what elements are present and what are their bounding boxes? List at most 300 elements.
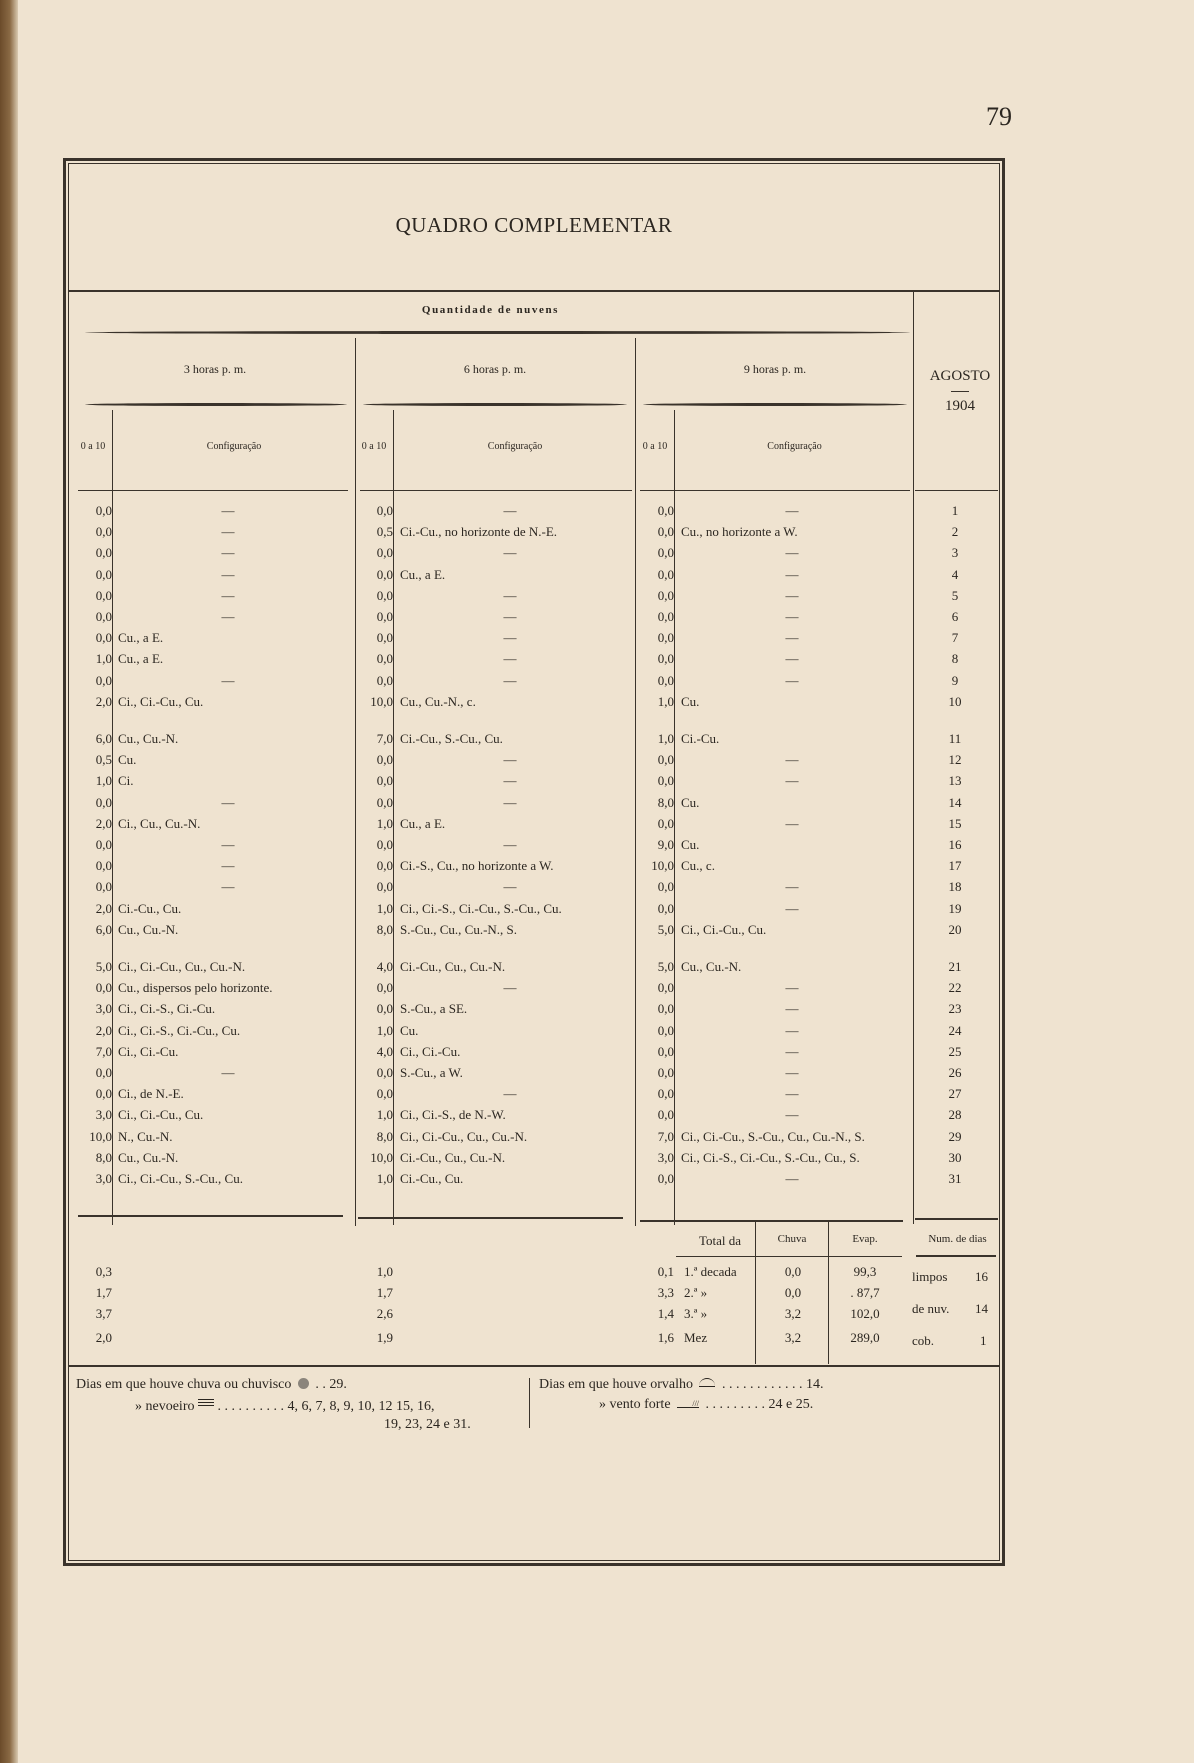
config-6h-cell: — (503, 651, 517, 667)
group-1-flourish (85, 403, 347, 406)
value-6h-cell: 0,5 (376, 524, 393, 540)
config-3h-cell: Ci., Ci.-Cu. (118, 1043, 179, 1059)
orvalho-note-days: 14. (805, 1377, 824, 1392)
value-6h-cell: 0,0 (376, 858, 393, 874)
config-9h-cell: Ci., Ci.-Cu., Cu. (681, 921, 767, 937)
config-3h-cell: — (221, 672, 235, 688)
value-6h-cell: 4,0 (376, 1043, 393, 1059)
group-3-label: 9 horas p. m. (743, 362, 807, 376)
day-number-cell: 9 (951, 672, 959, 688)
config-6h-cell: Ci.-S., Cu., no horizonte a W. (400, 858, 554, 874)
config-9h-cell: — (785, 1043, 799, 1059)
config-9h-cell: — (785, 1086, 799, 1102)
summary-col6-value: 1,0 (376, 1264, 393, 1279)
value-9h-cell: 0,0 (657, 609, 674, 624)
cob-value: 1 (980, 1333, 987, 1348)
value-9h-cell: 0,0 (657, 503, 674, 518)
config-6h-cell: Ci.-Cu., Cu., Cu.-N. (400, 959, 506, 974)
day-number-cell: 10 (948, 693, 962, 709)
value-3h-cell: 1,0 (95, 651, 112, 667)
config-3h-cell: Cu., Cu.-N. (118, 921, 179, 937)
config-9h-cell: Ci., Ci.-Cu., S.-Cu., Cu., Cu.-N., S. (681, 1128, 865, 1144)
config-3h-cell: Ci., Ci.-Cu., S.-Cu., Cu. (118, 1171, 243, 1186)
value-6h-cell: 7,0 (376, 731, 393, 746)
month-column-divider (913, 292, 914, 1224)
data-end-rule-day (915, 1218, 998, 1220)
config-3h-cell: Cu., Cu.-N. (118, 1149, 179, 1165)
config-6h-cell: — (503, 672, 517, 688)
value-3h-cell: 0,5 (95, 752, 112, 768)
config-3h-cell: Cu., dispersos pelo horizonte. (118, 980, 273, 996)
value-6h-cell: 0,0 (376, 503, 393, 518)
col-header-3h-config: Configuração (206, 441, 262, 452)
value-9h-cell: 0,0 (657, 900, 674, 916)
day-number-cell: 23 (948, 1001, 962, 1017)
value-6h-cell: 8,0 (376, 921, 393, 937)
footer-nevoeiro (135, 1397, 434, 1415)
dew-symbol-icon (699, 1378, 715, 1387)
config-6h-cell: — (503, 752, 517, 768)
decade-label: 2.ª » (684, 1285, 708, 1300)
config-3h-cell: — (221, 1065, 235, 1080)
num-dias-rule (916, 1255, 996, 1257)
nuv-label: de nuv. (912, 1301, 950, 1316)
strong-wind-symbol-icon: /// (677, 1401, 699, 1408)
summary-col9-value: 0,1 (657, 1264, 674, 1279)
cob-label: cob. (912, 1333, 935, 1348)
day-number-cell: 21 (948, 959, 962, 974)
config-3h-cell: Cu. (118, 752, 137, 768)
day-number-cell: 22 (948, 980, 962, 996)
value-9h-cell: 0,0 (657, 815, 674, 831)
config-9h-cell: — (785, 545, 799, 561)
value-6h-cell: 1,0 (376, 900, 393, 916)
config-9h-cell: Cu. (681, 837, 700, 852)
config-3h-cell: — (221, 524, 235, 540)
config-3h-cell: — (221, 794, 235, 810)
day-number-cell: 18 (948, 879, 962, 895)
config-9h-cell: — (785, 815, 799, 831)
day-number-cell: 7 (951, 630, 959, 646)
summary-col6-value: 1,9 (376, 1330, 393, 1345)
value-6h-cell: 0,0 (376, 773, 393, 789)
data-end-rule-9h (640, 1220, 903, 1222)
value-3h-cell: 2,0 (95, 693, 112, 709)
vento-note-label: » vento forte (599, 1397, 671, 1412)
config-3h-cell: Cu., a E. (118, 651, 164, 667)
nuv-value: 14 (975, 1301, 988, 1316)
config-6h-cell: Ci., Ci.-Cu. (400, 1043, 461, 1059)
value-3h-cell: 0,0 (95, 545, 112, 561)
value-6h-cell: 0,0 (376, 794, 393, 810)
value-3h-cell: 6,0 (95, 731, 112, 746)
value-9h-cell: 1,0 (657, 731, 674, 746)
month-rule (951, 391, 969, 392)
config-9h-cell: — (785, 1001, 799, 1017)
value-3h-cell: 3,0 (95, 1107, 112, 1123)
config-6h-cell: — (503, 773, 517, 789)
value-9h-cell: 0,0 (657, 1001, 674, 1017)
config-6h-cell: Cu., Cu.-N., c. (400, 693, 476, 709)
config-6h-cell: Cu., a E. (400, 566, 446, 582)
col-divider-6h (393, 410, 394, 1225)
config-6h-cell: Ci.-Cu., Cu., Cu.-N. (400, 1149, 506, 1165)
day-number-cell: 14 (948, 794, 962, 810)
month-label (915, 368, 1005, 415)
nevoeiro-note-days: 4, 6, 7, 8, 9, 10, 12 15, 16, (287, 1399, 435, 1414)
config-3h-cell: Ci. (118, 773, 134, 789)
section-flourish (85, 331, 910, 334)
value-9h-cell: 10,0 (651, 858, 674, 874)
config-3h-cell: — (221, 609, 235, 624)
value-9h-cell: 0,0 (657, 672, 674, 688)
header-rule-9h (640, 490, 910, 491)
config-9h-cell: — (785, 1171, 799, 1186)
value-9h-cell: 0,0 (657, 1107, 674, 1123)
config-3h-cell: — (221, 503, 235, 518)
orvalho-note-label: Dias em que houve orvalho (539, 1377, 693, 1392)
value-3h-cell: 1,0 (95, 773, 112, 789)
value-9h-cell: 0,0 (657, 1022, 674, 1038)
year: 1904 (945, 398, 975, 414)
value-6h-cell: 0,0 (376, 1001, 393, 1017)
config-6h-cell: Cu., a E. (400, 815, 446, 831)
config-6h-cell: Ci.-Cu., no horizonte de N.-E. (400, 524, 558, 540)
value-9h-cell: 0,0 (657, 587, 674, 603)
config-6h-cell: Ci.-Cu., Cu. (400, 1171, 464, 1186)
config-9h-cell: — (785, 1022, 799, 1038)
config-3h-cell: — (221, 837, 235, 852)
config-9h-cell: Ci., Ci.-S., Ci.-Cu., S.-Cu., Cu., S. (681, 1149, 860, 1165)
config-9h-cell: — (785, 879, 799, 895)
num-dias-header: Num. de dias (928, 1233, 987, 1245)
config-9h-cell: — (785, 566, 799, 582)
config-9h-cell: — (785, 773, 799, 789)
value-3h-cell: 3,0 (95, 1171, 112, 1186)
value-6h-cell: 0,0 (376, 1086, 393, 1102)
config-3h-cell: — (221, 879, 235, 895)
value-3h-cell: 2,0 (95, 815, 112, 831)
footer-vento (599, 1397, 813, 1413)
decade-label: 3.ª » (684, 1306, 708, 1321)
value-3h-cell: 0,0 (95, 837, 112, 852)
value-3h-cell: 6,0 (95, 921, 112, 937)
config-9h-cell: Cu., Cu.-N. (681, 959, 742, 974)
config-3h-cell: Ci., Ci.-Cu., Cu. (118, 693, 204, 709)
day-number-cell: 11 (948, 731, 962, 746)
nevoeiro-note-label: » nevoeiro (135, 1399, 195, 1414)
value-9h-cell: 8,0 (657, 794, 674, 810)
summary-col6-value: 1,7 (376, 1285, 393, 1300)
value-9h-cell: 0,0 (657, 773, 674, 789)
header-rule-day (915, 490, 998, 491)
day-number-cell: 12 (948, 752, 962, 768)
value-9h-cell: 0,0 (657, 980, 674, 996)
rain-symbol-icon (298, 1378, 309, 1389)
day-number-cell: 26 (948, 1065, 962, 1080)
value-3h-cell: 0,0 (95, 609, 112, 624)
col-header-9h-value: 0 a 10 (642, 441, 668, 452)
decade-chuva: 3,2 (784, 1330, 802, 1345)
nevoeiro-leader: . . . . . . . . . . (217, 1399, 284, 1414)
vento-leader: . . . . . . . . . (705, 1397, 766, 1412)
value-6h-cell: 8,0 (376, 1128, 393, 1144)
config-6h-cell: S.-Cu., Cu., Cu.-N., S. (400, 921, 518, 937)
summary-col9-value: 3,3 (657, 1285, 674, 1300)
summary-col3-value: 3,7 (95, 1306, 112, 1321)
decade-evap: 102,0 (850, 1306, 880, 1321)
chuva-note-days: 29. (329, 1377, 347, 1392)
summary-col9-value: 1,4 (657, 1306, 674, 1321)
config-6h-cell: Cu. (400, 1022, 419, 1038)
config-6h-cell: Ci., Ci.-S., Ci.-Cu., S.-Cu., Cu. (400, 900, 562, 916)
config-9h-cell: — (785, 1065, 799, 1080)
config-9h-cell: Cu. (681, 794, 700, 810)
config-3h-cell: — (221, 858, 235, 874)
value-9h-cell: 0,0 (657, 651, 674, 667)
config-3h-cell: — (221, 545, 235, 561)
chuva-leader: . . (315, 1377, 326, 1392)
value-3h-cell: 0,0 (95, 672, 112, 688)
decade-evap: 289,0 (850, 1330, 880, 1345)
value-9h-cell: 0,0 (657, 1065, 674, 1080)
value-9h-cell: 0,0 (657, 524, 674, 540)
config-3h-cell: Ci., de N.-E. (118, 1086, 184, 1102)
config-3h-cell: Ci., Ci.-Cu., Cu. (118, 1107, 204, 1123)
orvalho-leader: . . . . . . . . . . . . (721, 1377, 803, 1392)
summary-header-rule (676, 1256, 902, 1257)
day-number-cell: 15 (948, 815, 962, 831)
col-header-9h-config: Configuração (767, 441, 822, 452)
config-9h-cell: — (785, 672, 799, 688)
value-9h-cell: 0,0 (657, 879, 674, 895)
value-6h-cell: 0,0 (376, 587, 393, 603)
group-2-flourish (363, 403, 627, 406)
config-6h-cell: Ci., Ci.-Cu., Cu., Cu.-N. (400, 1128, 528, 1144)
value-9h-cell: 9,0 (657, 837, 674, 852)
day-number-cell: 31 (948, 1171, 962, 1186)
value-9h-cell: 0,0 (657, 1086, 674, 1102)
day-number-cell: 3 (951, 545, 959, 561)
config-6h-cell: S.-Cu., a W. (400, 1065, 463, 1080)
value-9h-cell: 5,0 (657, 921, 674, 937)
value-3h-cell: 2,0 (95, 1022, 112, 1038)
config-3h-cell: Cu., a E. (118, 630, 164, 646)
day-number-cell: 29 (948, 1128, 962, 1144)
config-3h-cell: Ci., Cu., Cu.-N. (118, 815, 201, 831)
value-3h-cell: 0,0 (95, 858, 112, 874)
config-3h-cell: Ci.-Cu., Cu. (118, 900, 182, 916)
value-6h-cell: 10,0 (370, 693, 393, 709)
col-header-3h-value: 0 a 10 (80, 441, 106, 452)
day-number-cell: 27 (948, 1086, 962, 1102)
fog-symbol-icon (198, 1397, 214, 1408)
config-9h-cell: Ci.-Cu. (681, 731, 720, 746)
config-3h-cell: Ci., Ci.-S., Ci.-Cu. (118, 1001, 216, 1017)
config-9h-cell: Cu. (681, 693, 700, 709)
value-9h-cell: 3,0 (657, 1149, 674, 1165)
config-3h-cell: — (221, 566, 235, 582)
value-9h-cell: 7,0 (657, 1128, 674, 1144)
data-end-rule-3h (78, 1215, 343, 1217)
value-9h-cell: 0,0 (657, 1043, 674, 1059)
limpos-label: limpos (912, 1269, 948, 1284)
page-binding-edge (0, 0, 18, 1763)
config-6h-cell: — (503, 587, 517, 603)
value-3h-cell: 5,0 (95, 959, 112, 974)
day-number-cell: 20 (948, 921, 962, 937)
decade-chuva: 0,0 (784, 1285, 802, 1300)
day-number-cell: 25 (948, 1043, 962, 1059)
col-header-6h-value: 0 a 10 (361, 441, 387, 452)
config-9h-cell: — (785, 503, 799, 518)
value-3h-cell: 3,0 (95, 1001, 112, 1017)
footer-divider (68, 1365, 1000, 1367)
config-6h-cell: — (503, 837, 517, 852)
day-number-cell: 4 (951, 566, 959, 582)
day-number-cell: 28 (948, 1107, 962, 1123)
value-9h-cell: 5,0 (657, 959, 674, 974)
value-3h-cell: 0,0 (95, 630, 112, 646)
chuva-note-label: Dias em que houve chuva ou chuvisco (76, 1377, 292, 1392)
value-6h-cell: 0,0 (376, 879, 393, 895)
config-6h-cell: — (503, 609, 517, 624)
value-6h-cell: 0,0 (376, 651, 393, 667)
title-divider (68, 290, 1000, 292)
footer-column-divider (529, 1378, 530, 1428)
summary-col9-value: 1,6 (657, 1330, 674, 1345)
config-6h-cell: — (503, 545, 517, 561)
config-6h-cell: — (503, 1086, 517, 1102)
config-6h-cell: Ci.-Cu., S.-Cu., Cu. (400, 731, 503, 746)
config-3h-cell: N., Cu.-N. (118, 1128, 173, 1144)
config-3h-cell: Ci., Ci.-S., Ci.-Cu., Cu. (118, 1022, 241, 1038)
value-9h-cell: 0,0 (657, 1171, 674, 1186)
day-number-cell: 5 (951, 587, 959, 603)
day-number-cell: 2 (951, 524, 959, 540)
value-9h-cell: 0,0 (657, 566, 674, 582)
value-3h-cell: 0,0 (95, 879, 112, 895)
config-6h-cell: — (503, 630, 517, 646)
value-9h-cell: 0,0 (657, 545, 674, 561)
value-9h-cell: 0,0 (657, 752, 674, 768)
config-6h-cell: S.-Cu., a SE. (400, 1001, 468, 1017)
value-3h-cell: 10,0 (89, 1128, 112, 1144)
value-3h-cell: 2,0 (95, 900, 112, 916)
value-6h-cell: 1,0 (376, 1107, 393, 1123)
day-number-cell: 30 (948, 1149, 962, 1165)
value-3h-cell: 0,0 (95, 1086, 112, 1102)
config-6h-cell: Ci., Ci.-S., de N.-W. (400, 1107, 506, 1123)
month-name: AGOSTO (929, 368, 991, 384)
day-number-cell: 17 (948, 858, 962, 874)
decade-evap: . 87,7 (850, 1285, 880, 1300)
group-1-label: 3 horas p. m. (183, 362, 247, 376)
value-6h-cell: 0,0 (376, 980, 393, 996)
header-rule-6h (360, 490, 632, 491)
config-9h-cell: Cu., no horizonte a W. (681, 524, 798, 540)
day-number-cell: 6 (951, 609, 959, 624)
config-3h-cell: — (221, 587, 235, 603)
group-2-label: 6 horas p. m. (463, 362, 527, 376)
data-end-rule-6h (358, 1217, 623, 1219)
config-9h-cell: — (785, 651, 799, 667)
value-6h-cell: 0,0 (376, 1065, 393, 1080)
value-6h-cell: 0,0 (376, 566, 393, 582)
day-number-cell: 1 (951, 503, 959, 518)
value-6h-cell: 0,0 (376, 752, 393, 768)
decade-evap: 99,3 (853, 1264, 877, 1279)
value-3h-cell: 7,0 (95, 1043, 112, 1059)
value-3h-cell: 8,0 (95, 1149, 112, 1165)
footer-orvalho (539, 1377, 823, 1393)
config-6h-cell: — (503, 980, 517, 996)
value-6h-cell: 0,0 (376, 545, 393, 561)
totals-header: Total da (698, 1233, 742, 1248)
chuva-header: Chuva (777, 1233, 807, 1245)
value-6h-cell: 0,0 (376, 609, 393, 624)
page-number: 79 (986, 102, 1012, 131)
value-6h-cell: 4,0 (376, 959, 393, 974)
config-6h-cell: — (503, 503, 517, 518)
value-6h-cell: 1,0 (376, 1022, 393, 1038)
value-6h-cell: 0,0 (376, 630, 393, 646)
day-number-cell: 16 (948, 837, 962, 852)
summary-divider-a (755, 1222, 756, 1364)
group-3-flourish (643, 403, 907, 406)
value-6h-cell: 0,0 (376, 837, 393, 852)
nevoeiro-note-days-2: 19, 23, 24 e 31. (384, 1417, 471, 1432)
value-3h-cell: 0,0 (95, 980, 112, 996)
summary-col3-value: 2,0 (95, 1330, 112, 1345)
decade-label: 1.ª decada (684, 1264, 737, 1279)
header-rule-3h (78, 490, 348, 491)
col-divider-3h (112, 410, 113, 1225)
value-3h-cell: 0,0 (95, 524, 112, 540)
config-6h-cell: — (503, 879, 517, 895)
config-9h-cell: — (785, 752, 799, 768)
value-3h-cell: 0,0 (95, 503, 112, 518)
config-9h-cell: — (785, 609, 799, 624)
config-9h-cell: — (785, 900, 799, 916)
value-3h-cell: 0,0 (95, 566, 112, 582)
decade-label: Mez (684, 1330, 708, 1345)
value-3h-cell: 0,0 (95, 794, 112, 810)
day-number-cell: 24 (948, 1022, 962, 1038)
config-9h-cell: — (785, 630, 799, 646)
config-3h-cell: Ci., Ci.-Cu., Cu., Cu.-N. (118, 959, 246, 974)
value-6h-cell: 1,0 (376, 1171, 393, 1186)
value-6h-cell: 10,0 (370, 1149, 393, 1165)
evap-header: Evap. (852, 1233, 878, 1245)
value-3h-cell: 0,0 (95, 1065, 112, 1080)
value-9h-cell: 1,0 (657, 693, 674, 709)
config-9h-cell: — (785, 1107, 799, 1123)
value-6h-cell: 0,0 (376, 672, 393, 688)
config-3h-cell: Cu., Cu.-N. (118, 731, 179, 746)
config-9h-cell: Cu., c. (681, 858, 715, 874)
config-9h-cell: — (785, 980, 799, 996)
value-3h-cell: 0,0 (95, 587, 112, 603)
summary-divider-b (828, 1222, 829, 1364)
value-6h-cell: 1,0 (376, 815, 393, 831)
config-6h-cell: — (503, 794, 517, 810)
decade-chuva: 3,2 (784, 1306, 802, 1321)
col-header-6h-config: Configuração (487, 441, 543, 452)
day-number-cell: 19 (948, 900, 962, 916)
footer-chuva (76, 1377, 347, 1393)
summary-col3-value: 0,3 (95, 1264, 112, 1279)
